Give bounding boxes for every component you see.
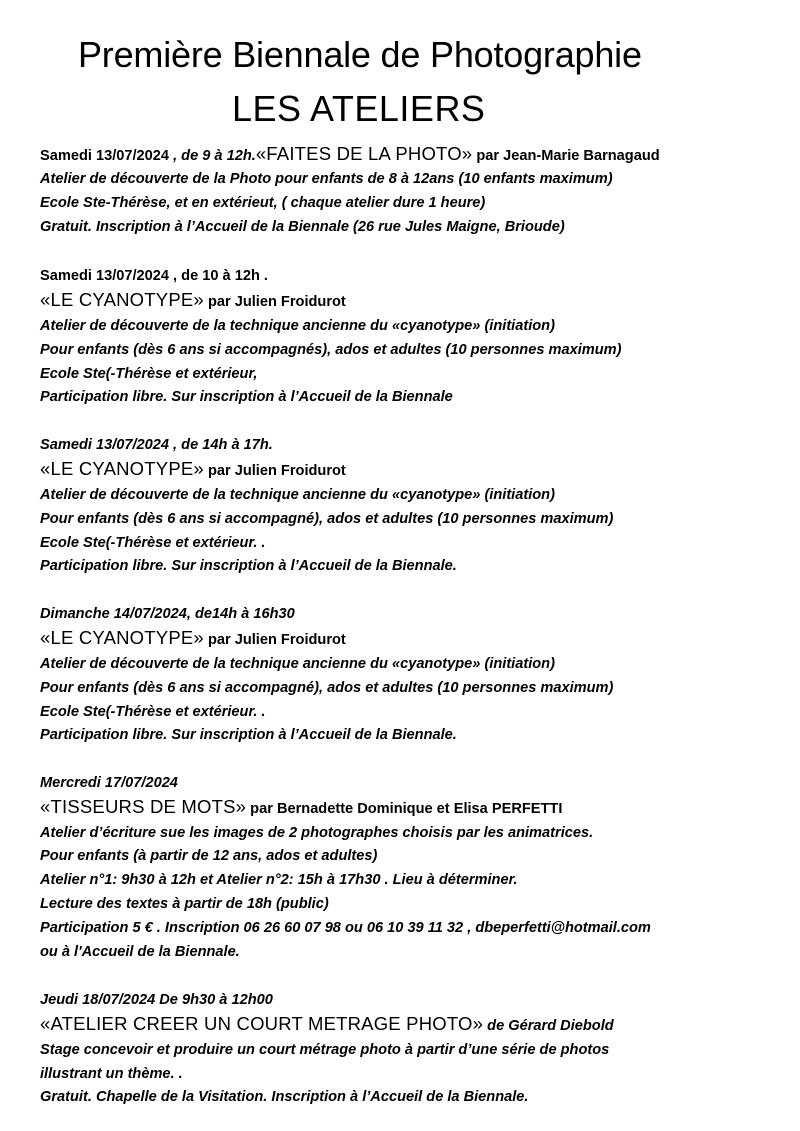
event-5-name: «TISSEURS DE MOTS» xyxy=(40,796,247,817)
event-4-date: Dimanche 14/07/2024, de14h à 16h30 xyxy=(40,606,295,622)
event-2-by: par Julien Froidurot xyxy=(203,294,346,310)
event-5-title xyxy=(40,797,562,819)
event-5-by: par Bernadette Dominique et Elisa PERFETTI xyxy=(246,801,563,817)
event-2-date: Samedi 13/07/2024 , de 10 à 12h . xyxy=(40,268,268,284)
event-6-detail-3: Gratuit. Chapelle de la Visitation. Inscription à l’Accueil de la Biennale. xyxy=(40,1089,529,1105)
event-3-by: par Julien Froidurot xyxy=(203,463,346,479)
event-5-date: Mercredi 17/07/2024 xyxy=(40,775,178,791)
event-1-detail-2: Ecole Ste-Thérèse, et en extérieut, ( chaque atelier dure 1 heure) xyxy=(40,195,486,211)
event-4-detail-2: Pour enfants (dès 6 ans si accompagné), ados et adultes (10 personnes maximum) xyxy=(40,680,614,696)
event-6-title xyxy=(40,1014,614,1036)
event-4-detail-3: Ecole Ste(-Thérèse et extérieur. . xyxy=(40,704,266,720)
page-subtitle: LES ATELIERS xyxy=(232,88,486,129)
event-3-detail-3: Ecole Ste(-Thérèse et extérieur. . xyxy=(40,535,266,551)
event-4-detail-4: Participation libre. Sur inscription à l’Accueil de la Biennale. xyxy=(40,727,457,743)
event-6-date: Jeudi 18/07/2024 De 9h30 à 12h00 xyxy=(40,992,273,1008)
event-1-detail-1: Atelier de découverte de la Photo pour enfants de 8 à 12ans (10 enfants maximum) xyxy=(40,171,613,187)
event-3-detail-2: Pour enfants (dès 6 ans si accompagné), ados et adultes (10 personnes maximum) xyxy=(40,511,614,527)
event-3-date: Samedi 13/07/2024 , de 14h à 17h. xyxy=(40,437,273,453)
event-5-detail-1: Atelier d’écriture sue les images de 2 photographes choisis par les animatrices. xyxy=(40,825,594,841)
event-6-name: «ATELIER CREER UN COURT METRAGE PHOTO» xyxy=(40,1013,484,1034)
event-5-detail-6: ou à l'Accueil de la Biennale. xyxy=(40,944,240,960)
event-4-title xyxy=(40,628,346,650)
event-6-detail-1: Stage concevoir et produire un court métrage photo à partir d’une série de photos xyxy=(40,1042,610,1058)
event-3-detail-1: Atelier de découverte de la technique ancienne du «cyanotype» (initiation) xyxy=(40,487,555,503)
event-5-detail-2: Pour enfants (à partir de 12 ans, ados et adultes) xyxy=(40,848,378,864)
event-1-by: par Jean-Marie Barnagaud xyxy=(472,148,660,164)
event-5-detail-5: Participation 5 € . Inscription 06 26 60 07 98 ou 06 10 39 11 32 , dbeperfetti@hotmail.com xyxy=(40,920,651,936)
event-5-detail-4: Lecture des textes à partir de 18h (public) xyxy=(40,896,329,912)
event-1-detail-3: Gratuit. Inscription à l’Accueil de la Biennale (26 rue Jules Maigne, Brioude) xyxy=(40,219,565,235)
event-6-detail-2: illustrant un thème. . xyxy=(40,1066,183,1082)
event-3-title xyxy=(40,459,346,481)
event-1-header xyxy=(40,144,660,166)
event-2-detail-3: Ecole Ste(-Thérèse et extérieur, xyxy=(40,366,258,382)
event-2-detail-4: Participation libre. Sur inscription à l’Accueil de la Biennale xyxy=(40,389,453,405)
event-4-name: «LE CYANOTYPE» xyxy=(40,627,204,648)
event-6-by: de Gérard Diebold xyxy=(483,1018,614,1034)
event-2-title xyxy=(40,290,346,312)
event-4-detail-1: Atelier de découverte de la technique ancienne du «cyanotype» (initiation) xyxy=(40,656,555,672)
event-3-name: «LE CYANOTYPE» xyxy=(40,458,204,479)
event-4-by: par Julien Froidurot xyxy=(203,632,346,648)
event-1-time: , de 9 à 12h. xyxy=(169,148,256,164)
event-2-name: «LE CYANOTYPE» xyxy=(40,289,204,310)
event-2-detail-1: Atelier de découverte de la technique ancienne du «cyanotype» (initiation) xyxy=(40,318,555,334)
event-2-detail-2: Pour enfants (dès 6 ans si accompagnés), ados et adultes (10 personnes maximum) xyxy=(40,342,622,358)
event-1-name: «FAITES DE LA PHOTO» xyxy=(255,143,473,164)
page-title: Première Biennale de Photographie xyxy=(78,34,642,75)
event-5-detail-3: Atelier n°1: 9h30 à 12h et Atelier n°2: 15h à 17h30 . Lieu à déterminer. xyxy=(40,872,518,888)
event-1-date: Samedi 13/07/2024 xyxy=(40,148,170,164)
event-3-detail-4: Participation libre. Sur inscription à l’Accueil de la Biennale. xyxy=(40,558,457,574)
